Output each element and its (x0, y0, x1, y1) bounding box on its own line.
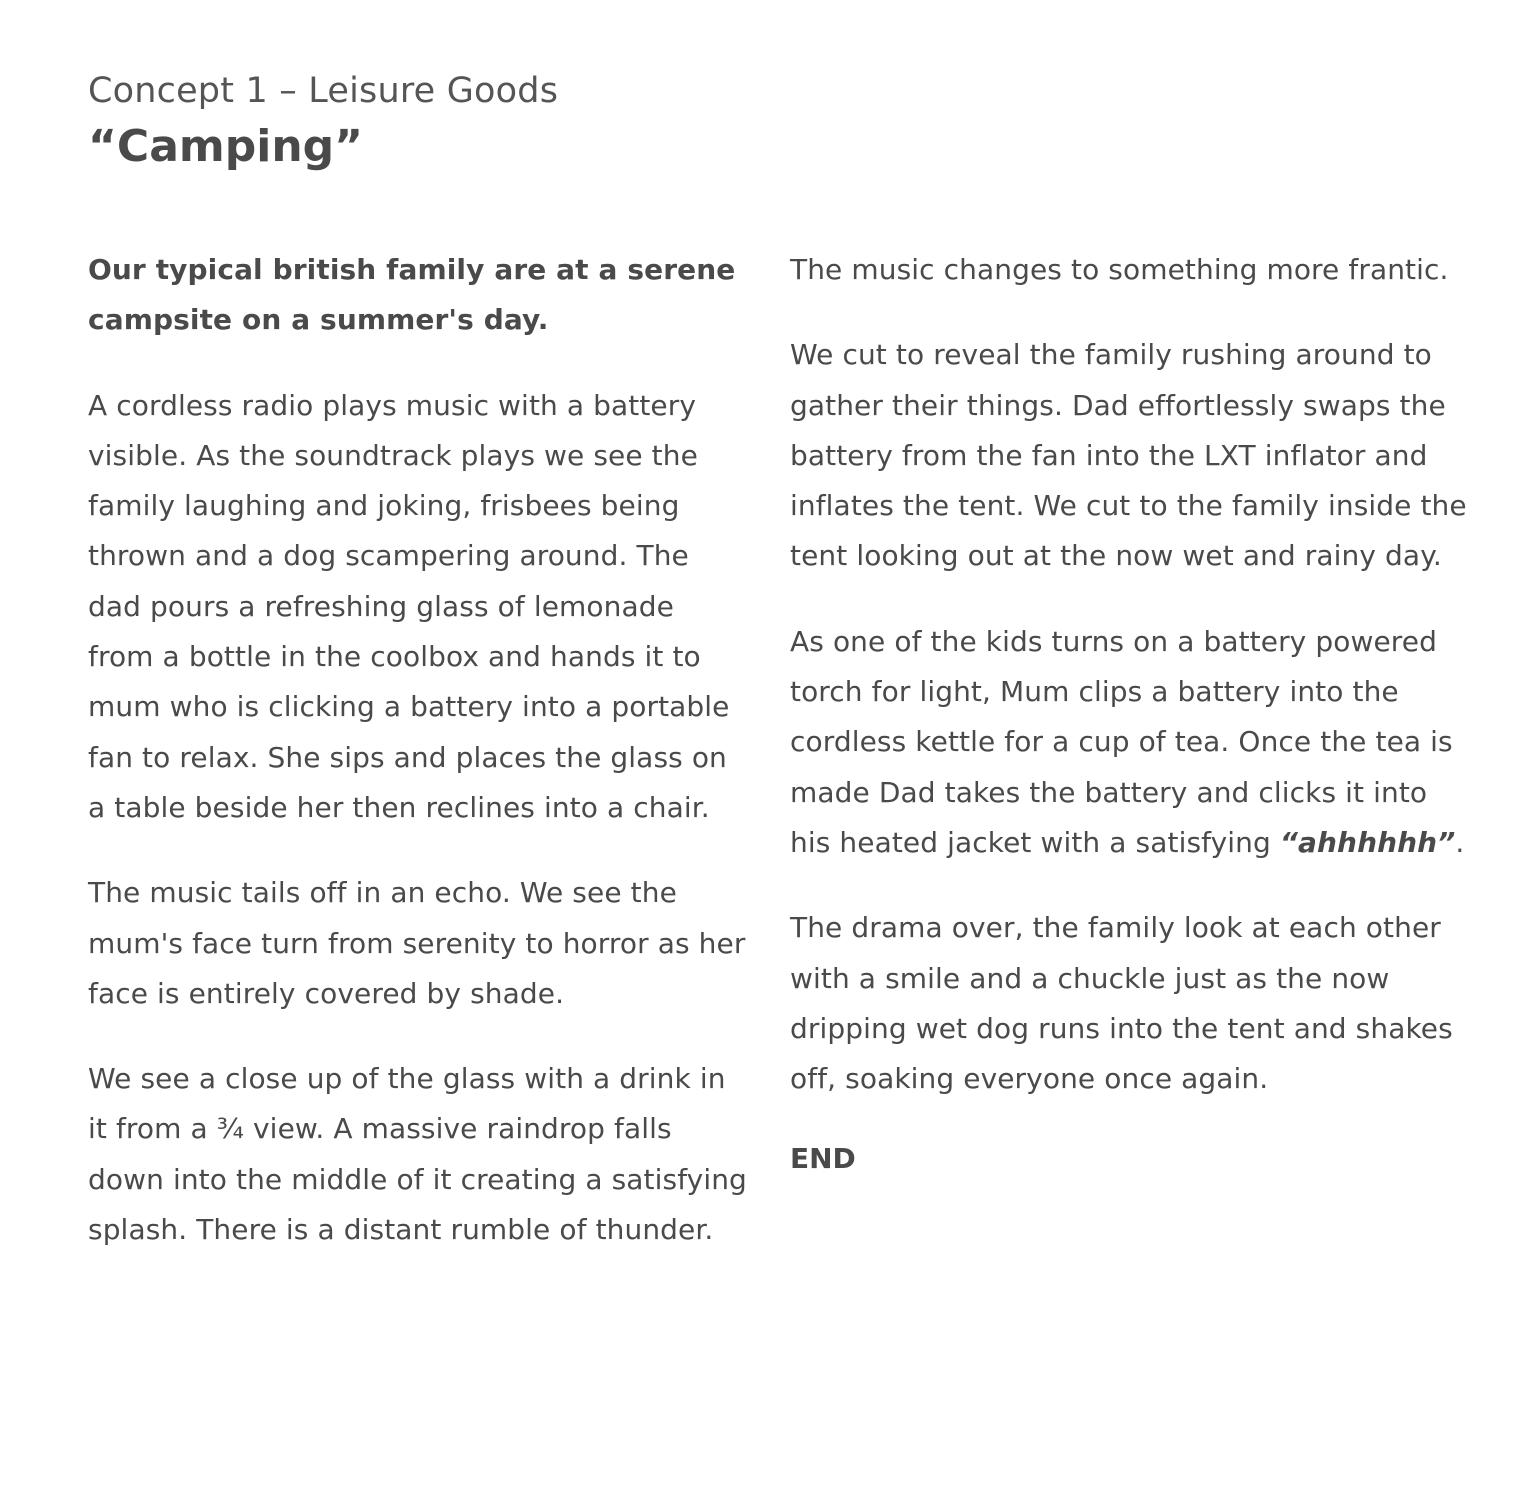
end-mark: END (790, 1142, 856, 1176)
page-header (88, 68, 1448, 176)
paragraph-music-tails: The music tails off in an echo. We see the mum's face turn from serenity to horror as her face is entirely covered by shade. (88, 876, 746, 1010)
paragraph-raindrop: We see a close up of the glass with a drink in it from a ¾ view. A massive raindrop falls down into the middle of it creating a satisfying splash. There is a distant rumble of thunder. (88, 1062, 747, 1247)
paragraph-drama-over: The drama over, the family look at each other with a smile and a chuckle just as the now dripping wet dog runs into the tent and shakes off, soaking everyone once again. (790, 911, 1453, 1096)
page-title: “Camping” (88, 121, 364, 172)
concept-subtitle: Concept 1 – Leisure Goods (88, 71, 559, 111)
right-column (790, 245, 1470, 1179)
paragraph-radio: A cordless radio plays music with a battery visible. As the soundtrack plays we see the family laughing and joking, frisbees being thrown and a dog scampering around. The dad pours a refreshing glass of lemonade from a bottle in the coolbox and hands it to mum who is clicking a battery into a portable fan to relax. She sips and places the glass on a table beside her then reclines into a chair. (88, 388, 730, 824)
kettle-ending: . (1455, 825, 1465, 859)
ahhh-emphasis: “ahhhhhh” (1279, 825, 1456, 859)
paragraph-family-rushing: We cut to reveal the family rushing around to gather their things. Dad effortlessly swaps the battery from the fan into the LXT inflator and inflates the tent. We cut to the family inside the tent looking out at the now wet and rainy day. (790, 338, 1467, 573)
paragraph-music-changes: The music changes to something more frantic. (790, 253, 1449, 286)
intro-paragraph: Our typical british family are at a serene campsite on a summer's day. (88, 253, 736, 337)
paragraph-kettle (790, 617, 1470, 868)
kettle-text: As one of the kids turns on a battery powered torch for light, Mum clips a battery into the cordless kettle for a cup of tea. Once the tea is made Dad takes the battery and clicks it into his heated jacket with a satisfying (790, 624, 1453, 859)
left-column (88, 245, 748, 1290)
